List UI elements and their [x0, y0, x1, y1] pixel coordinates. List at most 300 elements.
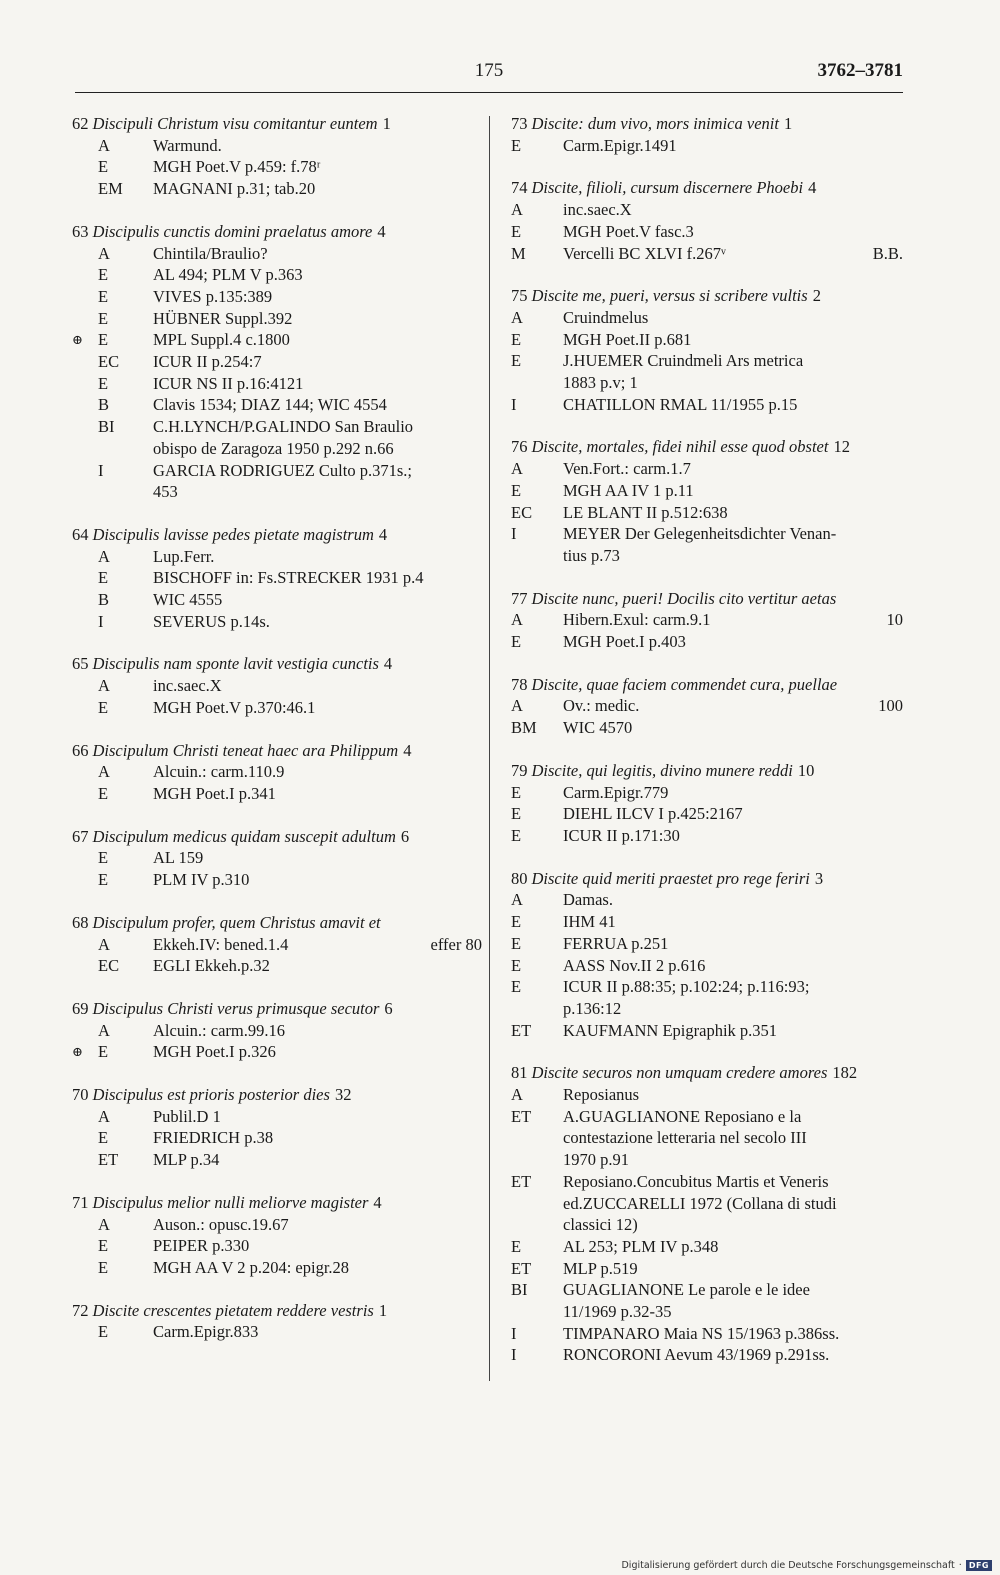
verse-count: 32: [334, 1085, 352, 1105]
reference-row: [72, 416, 482, 459]
entry-heading: [511, 113, 903, 135]
entry-heading: [72, 524, 482, 546]
reference-text: AL 159: [153, 848, 204, 868]
reference-code: A: [98, 934, 110, 954]
reference-code: A: [511, 1085, 523, 1105]
reference-text: MGH AA IV 1 p.11: [563, 480, 694, 500]
entry: [511, 177, 903, 264]
reference-code: E: [98, 848, 109, 868]
reference-code: E: [511, 351, 522, 371]
reference-row: [511, 782, 903, 804]
reference-text: PLM IV p.310: [153, 870, 250, 890]
reference-text: ICUR NS II p.16:4121: [153, 373, 304, 393]
reference-text: MGH Poet.II p.681: [563, 329, 692, 349]
footer-credit: Digitalisierung gefördert durch die Deutsche Forschungsgemeinschaft · DFG: [621, 1560, 992, 1571]
entry-heading: [511, 177, 903, 199]
reference-code: A: [98, 1106, 110, 1126]
entry: [511, 1062, 903, 1366]
edition-mark: [72, 135, 98, 157]
entry-number: 77: [511, 588, 528, 608]
reference-text: J.HUEMER Cruindmeli Ars metrica 1883 p.v; 1: [563, 351, 804, 393]
reference-code: E: [98, 1128, 109, 1148]
reference-row: [72, 1321, 482, 1343]
reference-row: [511, 609, 903, 631]
reference-code: E: [511, 977, 522, 997]
reference-code: ET: [511, 1020, 532, 1040]
reference-row: [72, 611, 482, 633]
reference-code: E: [98, 1257, 109, 1277]
side-note: 10: [886, 610, 903, 630]
edition-mark: [72, 373, 98, 395]
side-note: effer 80: [430, 934, 482, 954]
reference-code: EC: [511, 502, 533, 522]
entry-incipit: Discite securos non umquam credere amores: [531, 1063, 828, 1083]
edition-mark: [72, 351, 98, 373]
verse-count: 6: [384, 998, 393, 1018]
reference-code: E: [98, 1322, 109, 1342]
edition-mark: [72, 1020, 98, 1042]
reference-row: [72, 955, 482, 977]
reference-row: [72, 1020, 482, 1042]
reference-row: [72, 329, 482, 351]
reference-text: Alcuin.: carm.99.16: [153, 1020, 285, 1040]
reference-code: I: [98, 611, 104, 631]
entry-incipit: Discipulis cunctis domini praelatus amore: [92, 221, 373, 241]
reference-code: ET: [511, 1171, 532, 1191]
reference-row: [72, 934, 482, 956]
entry-number: 71: [72, 1192, 89, 1212]
entry: [72, 740, 482, 805]
entry-incipit: Discite, qui legitis, divino munere reddi: [531, 760, 793, 780]
entry: [72, 912, 482, 977]
reference-text: SEVERUS p.14s.: [153, 611, 270, 631]
entry-heading: [72, 1192, 482, 1214]
reference-row: [511, 1323, 903, 1345]
reference-code: E: [98, 157, 109, 177]
entry-incipit: Discipulus Christi verus primusque secutor: [92, 998, 380, 1018]
entry-incipit: Discite nunc, pueri! Docilis cito vertitur aetas: [531, 588, 837, 608]
reference-code: E: [98, 330, 109, 350]
verse-count: 4: [373, 1192, 382, 1212]
reference-row: [72, 1106, 482, 1128]
reference-code: E: [98, 373, 109, 393]
reference-text: GARCIA RODRIGUEZ Culto p.371s.; 453: [153, 460, 412, 502]
reference-text: Chintila/Braulio?: [153, 243, 268, 263]
reference-text: Publil.D 1: [153, 1106, 221, 1126]
reference-row: [72, 1149, 482, 1171]
reference-row: [511, 243, 903, 265]
entry-heading: [511, 1062, 903, 1084]
reference-code: I: [511, 1345, 517, 1365]
edition-mark: [72, 1149, 98, 1171]
reference-row: [511, 221, 903, 243]
reference-row: [511, 350, 903, 393]
reference-row: [72, 847, 482, 869]
reference-row: [72, 264, 482, 286]
reference-text: Warmund.: [153, 135, 222, 155]
entry-incipit: Discipulus est prioris posterior dies: [92, 1085, 330, 1105]
reference-row: [72, 783, 482, 805]
reference-text: A.GUAGLIANONE Reposiano e la contestazione letteraria nel secolo III 1970 p.91: [563, 1106, 807, 1170]
reference-row: [72, 761, 482, 783]
entry-heading: [511, 760, 903, 782]
verse-count: 3: [814, 868, 824, 888]
reference-code: A: [511, 200, 523, 220]
reference-text: MGH AA V 2 p.204: epigr.28: [153, 1257, 350, 1277]
entry: [511, 588, 903, 653]
entry-number: 69: [72, 998, 89, 1018]
reference-text: Alcuin.: carm.110.9: [153, 762, 285, 782]
entry-heading: [511, 436, 903, 458]
reference-text: Damas.: [563, 890, 613, 910]
reference-text: MGH Poet.I p.403: [563, 632, 686, 652]
reference-text: Hibern.Exul: carm.9.1: [563, 610, 711, 630]
reference-row: [511, 717, 903, 739]
reference-code: E: [98, 286, 109, 306]
verse-count: 1: [382, 114, 391, 133]
reference-text: FERRUA p.251: [563, 933, 669, 953]
entry: [511, 113, 903, 156]
verse-count: 1: [783, 114, 793, 133]
reference-row: [511, 329, 903, 351]
entry-heading: [72, 998, 482, 1020]
reference-code: I: [511, 394, 517, 414]
edition-mark: [72, 1257, 98, 1279]
reference-row: [511, 955, 903, 977]
reference-text: KAUFMANN Epigraphik p.351: [563, 1020, 778, 1040]
verse-count: 4: [378, 524, 388, 544]
reference-text: AL 494; PLM V p.363: [153, 265, 303, 285]
reference-row: [72, 351, 482, 373]
reference-text: WIC 4555: [153, 590, 223, 610]
entry-incipit: Discipulum medicus quidam suscepit adultum: [92, 826, 396, 846]
edition-mark: [72, 675, 98, 697]
edition-mark: [72, 611, 98, 633]
entry-incipit: Discite quid meriti praestet pro rege feriri: [531, 868, 810, 888]
reference-row: [72, 567, 482, 589]
edition-mark: [72, 286, 98, 308]
reference-code: A: [98, 243, 110, 263]
reference-code: A: [98, 762, 110, 782]
reference-text: Carm.Epigr.779: [563, 782, 669, 802]
reference-text: Ov.: medic.: [563, 696, 640, 716]
reference-code: E: [98, 308, 109, 328]
entry-number: 62: [72, 114, 89, 133]
reference-code: E: [511, 912, 522, 932]
reference-row: [511, 307, 903, 329]
reference-text: IHM 41: [563, 912, 616, 932]
reference-row: [72, 697, 482, 719]
footer-credit-text: Digitalisierung gefördert durch die Deutsche Forschungsgemeinschaft: [621, 1560, 955, 1571]
reference-code: EC: [98, 956, 120, 976]
entry-incipit: Discipulus melior nulli meliorve magister: [92, 1192, 369, 1212]
entry-number: 72: [72, 1300, 89, 1320]
reference-row: [511, 199, 903, 221]
entry-heading: [72, 826, 482, 848]
entry-heading: [72, 113, 482, 135]
reference-text: MGH Poet.I p.326: [153, 1042, 276, 1062]
reference-code: A: [98, 135, 110, 155]
reference-row: [72, 156, 482, 178]
entry-heading: [511, 674, 903, 696]
verse-count: 6: [400, 826, 410, 846]
entry-heading: [511, 285, 903, 307]
verse-count: 4: [383, 654, 393, 674]
reference-text: MGH Poet.I p.341: [153, 783, 276, 803]
reference-row: [72, 243, 482, 265]
edition-mark: [72, 567, 98, 589]
reference-code: E: [98, 568, 109, 588]
edition-mark: [72, 589, 98, 611]
entry-incipit: Discite crescentes pietatem reddere vestris: [92, 1300, 374, 1320]
edition-mark: [72, 178, 98, 200]
reference-row: [511, 889, 903, 911]
entry-incipit: Discite, mortales, fidei nihil esse quod obstet: [531, 437, 829, 457]
reference-code: I: [511, 524, 517, 544]
reference-row: [72, 1041, 482, 1063]
reference-text: ICUR II p.171:30: [563, 825, 680, 845]
reference-text: FRIEDRICH p.38: [153, 1128, 274, 1148]
entry-heading: [72, 653, 482, 675]
reference-text: MLP p.34: [153, 1150, 220, 1170]
entry-number: 67: [72, 826, 89, 846]
entry-number: 74: [511, 178, 528, 198]
entry: [72, 653, 482, 718]
entry: [72, 1300, 482, 1343]
page-number: 175: [474, 60, 504, 81]
reference-text: Ekkeh.IV: bened.1.4: [153, 934, 289, 954]
verse-count: 1: [378, 1300, 388, 1320]
reference-text: RONCORONI Aevum 43/1969 p.291ss.: [563, 1345, 830, 1365]
edition-mark: [72, 1127, 98, 1149]
entry-heading: [511, 588, 903, 610]
entry-incipit: Discipulis lavisse pedes pietate magistrum: [92, 524, 374, 544]
reference-code: E: [511, 1236, 522, 1256]
reference-code: EM: [98, 179, 123, 199]
entry-number: 64: [72, 524, 89, 544]
verse-count: 182: [832, 1063, 858, 1083]
reference-text: BISCHOFF in: Fs.STRECKER 1931 p.4: [153, 568, 424, 588]
reference-text: GUAGLIANONE Le parole e le idee 11/1969 p.32-35: [563, 1280, 810, 1322]
entry-heading: [72, 740, 482, 762]
entry-incipit: Discite, quae faciem commendet cura, puellae: [531, 674, 838, 694]
reference-text: inc.saec.X: [153, 676, 222, 696]
reference-code: E: [98, 1236, 109, 1256]
reference-row: [511, 1020, 903, 1042]
reference-row: [72, 546, 482, 568]
edition-mark: [72, 1235, 98, 1257]
reference-text: CHATILLON RMAL 11/1955 p.15: [563, 394, 798, 414]
reference-text: VIVES p.135:389: [153, 286, 273, 306]
entry-heading: [511, 868, 903, 890]
edition-mark: [72, 156, 98, 178]
reference-row: [72, 869, 482, 891]
reference-code: B: [98, 590, 110, 610]
header-rule: [75, 92, 903, 93]
right-column: [511, 113, 903, 1387]
reference-row: [511, 1279, 903, 1322]
reference-code: A: [98, 1020, 110, 1040]
entry-range: 3762–3781: [817, 60, 903, 81]
reference-text: DIEHL ILCV I p.425:2167: [563, 804, 743, 824]
reference-text: Carm.Epigr.1491: [563, 135, 677, 155]
reference-text: Vercelli BC XLVI f.267ᵛ: [563, 243, 726, 263]
reference-code: BI: [98, 417, 115, 437]
edition-mark: [72, 934, 98, 956]
reference-row: [511, 933, 903, 955]
entry: [511, 674, 903, 739]
reference-text: C.H.LYNCH/P.GALINDO San Braulio obispo de Zaragoza 1950 p.292 n.66: [153, 417, 414, 458]
reference-row: [72, 1214, 482, 1236]
reference-text: Reposiano.Concubitus Martis et Veneris ed.ZUCCARELLI 1972 (Collana di studi classici 12): [563, 1171, 837, 1235]
edition-mark: [72, 308, 98, 330]
edition-mark: [72, 697, 98, 719]
edition-mark: [72, 1106, 98, 1128]
entry-heading: [72, 221, 482, 243]
edition-mark: [72, 460, 98, 503]
reference-text: MGH Poet.V p.459: f.78ʳ: [153, 157, 321, 177]
edition-mark: [72, 264, 98, 286]
reference-code: ET: [511, 1258, 532, 1278]
entry-number: 73: [511, 114, 528, 133]
reference-code: E: [511, 135, 522, 155]
page-header: [75, 60, 903, 90]
reference-text: HÜBNER Suppl.392: [153, 308, 293, 328]
edition-mark: [72, 761, 98, 783]
reference-text: Ven.Fort.: carm.1.7: [563, 459, 691, 479]
reference-code: E: [511, 221, 522, 241]
entry: [72, 998, 482, 1063]
entry: [511, 285, 903, 415]
reference-code: A: [511, 307, 523, 327]
entry-number: 66: [72, 740, 89, 760]
reference-text: LE BLANT II p.512:638: [563, 502, 728, 522]
side-note: B.B.: [872, 243, 903, 263]
reference-code: ET: [511, 1106, 532, 1126]
reference-code: A: [511, 459, 523, 479]
entry-number: 63: [72, 221, 89, 241]
verse-count: 4: [808, 178, 817, 198]
entry-incipit: Discipulum Christi teneat haec ara Philippum: [92, 740, 399, 760]
edition-mark: [72, 783, 98, 805]
entry: [511, 436, 903, 566]
reference-row: [511, 695, 903, 717]
entry-heading: [72, 1084, 482, 1106]
entry-number: 80: [511, 868, 528, 888]
entry-incipit: Discipulis nam sponte lavit vestigia cunctis: [92, 654, 379, 674]
entry-number: 76: [511, 437, 528, 457]
dfg-logo: DFG: [966, 1560, 992, 1571]
entry-number: 78: [511, 674, 528, 694]
reference-row: [511, 976, 903, 1019]
entry: [72, 221, 482, 503]
reference-row: [511, 458, 903, 480]
entry-number: 79: [511, 760, 528, 780]
entry-number: 75: [511, 286, 528, 306]
reference-code: BI: [511, 1280, 528, 1300]
reference-row: [511, 523, 903, 566]
reference-row: [72, 373, 482, 395]
entry-number: 70: [72, 1085, 89, 1105]
reference-code: E: [511, 632, 522, 652]
edition-mark: [72, 1321, 98, 1343]
entry-incipit: Discite, filioli, cursum discernere Phoebi: [531, 178, 804, 198]
reference-row: [511, 825, 903, 847]
edition-mark: [72, 394, 98, 416]
reference-code: ET: [98, 1150, 119, 1170]
reference-code: BM: [511, 718, 537, 738]
reference-text: inc.saec.X: [563, 200, 632, 220]
reference-row: [511, 1236, 903, 1258]
entry-incipit: Discite me, pueri, versus si scribere vultis: [531, 286, 808, 306]
reference-text: MAGNANI p.31; tab.20: [153, 179, 316, 199]
reference-text: Reposianus: [563, 1085, 640, 1105]
reference-row: [72, 135, 482, 157]
edition-mark: [72, 416, 98, 459]
reference-row: [72, 178, 482, 200]
reference-text: MGH Poet.V p.370:46.1: [153, 697, 316, 717]
reference-text: AL 253; PLM IV p.348: [563, 1236, 719, 1256]
reference-code: E: [98, 870, 109, 890]
entry: [511, 868, 903, 1042]
column-divider: [489, 116, 490, 1381]
verse-count: 12: [833, 437, 850, 457]
entry-number: 81: [511, 1063, 528, 1083]
reference-code: E: [98, 783, 109, 803]
entry: [72, 826, 482, 891]
reference-text: MGH Poet.V fasc.3: [563, 221, 694, 241]
reference-row: [72, 308, 482, 330]
reference-row: [511, 1344, 903, 1366]
reference-code: E: [511, 955, 522, 975]
edition-mark: [72, 546, 98, 568]
reference-code: A: [98, 1214, 110, 1234]
reference-code: A: [98, 546, 110, 566]
edition-mark: ⊕: [72, 1044, 83, 1060]
reference-row: [511, 803, 903, 825]
reference-row: [72, 394, 482, 416]
reference-row: [511, 394, 903, 416]
entry: [72, 1084, 482, 1171]
reference-row: [511, 1106, 903, 1171]
reference-code: E: [98, 1042, 109, 1062]
edition-mark: [72, 869, 98, 891]
reference-text: TIMPANARO Maia NS 15/1963 p.386ss.: [563, 1323, 840, 1343]
reference-text: Clavis 1534; DIAZ 144; WIC 4554: [153, 395, 387, 415]
left-column: [72, 113, 482, 1364]
reference-code: E: [98, 265, 109, 285]
reference-row: [511, 1084, 903, 1106]
entry-number: 65: [72, 654, 89, 674]
reference-code: M: [511, 243, 526, 263]
reference-text: ICUR II p.254:7: [153, 352, 262, 372]
edition-mark: [72, 847, 98, 869]
reference-text: Auson.: opusc.19.67: [153, 1214, 289, 1234]
reference-text: ICUR II p.88:35; p.102:24; p.116:93; p.136:12: [563, 977, 810, 1018]
reference-text: MPL Suppl.4 c.1800: [153, 330, 290, 350]
reference-text: Lup.Ferr.: [153, 546, 215, 566]
reference-code: E: [98, 697, 109, 717]
reference-text: PEIPER p.330: [153, 1236, 250, 1256]
reference-row: [72, 589, 482, 611]
reference-row: [72, 460, 482, 503]
reference-code: A: [98, 676, 110, 696]
reference-code: I: [511, 1323, 517, 1343]
reference-code: A: [511, 696, 523, 716]
edition-mark: [72, 955, 98, 977]
reference-text: EGLI Ekkeh.p.32: [153, 956, 270, 976]
reference-row: [72, 1127, 482, 1149]
